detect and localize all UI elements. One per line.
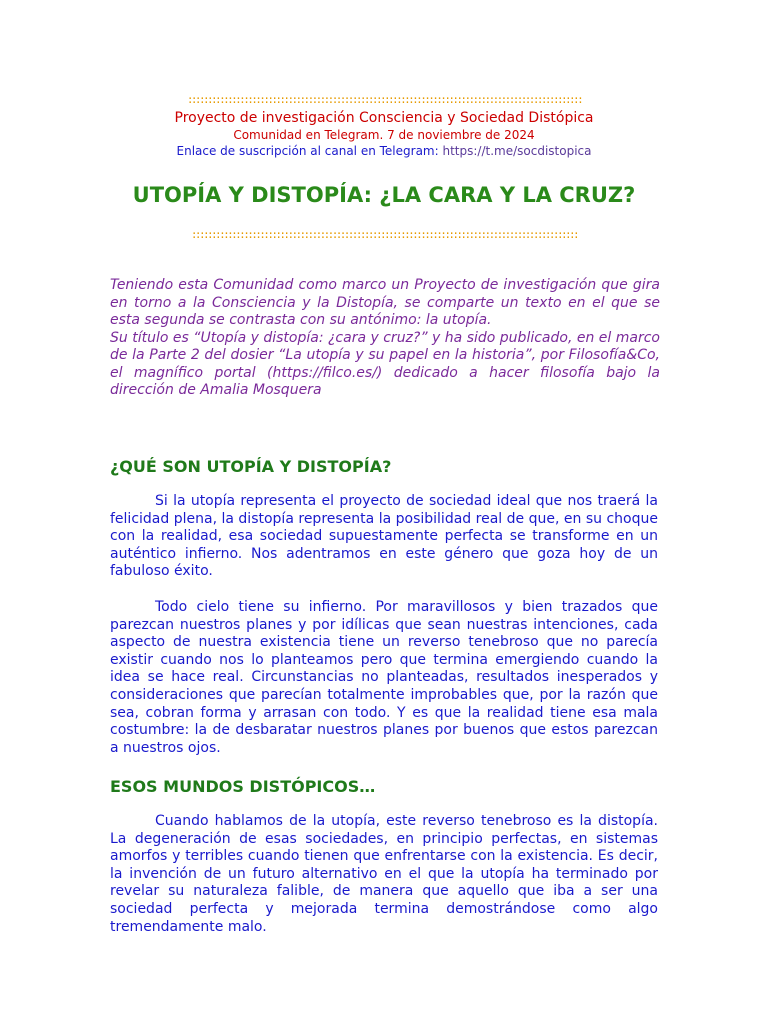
decorative-dots-bottom: :::::::::::::::::::::::::::::::::::::::::::::::::::::::::::::::::::::::::::::::::::::::::::::::: [190, 228, 578, 241]
section-heading-2: ESOS MUNDOS DISTÓPICOS… [110, 777, 376, 796]
decorative-dots-top: :::::::::::::::::::::::::::::::::::::::::::::::::::::::::::::::::::::::::::::::::::::::::::::::::: [186, 93, 582, 106]
subscribe-line [0, 144, 768, 158]
intro-paragraph-1: Teniendo esta Comunidad como marco un Proyecto de investigación que gira en torno a la Consciencia y la Distopía, se comparte un texto en el que se esta segunda se contrasta con su antónimo: la utopía. [110, 277, 660, 328]
intro-block [110, 277, 660, 400]
section-1-paragraph-2: Todo cielo tiene su infierno. Por maravillosos y bien trazados que parezcan nuestros planes y por idílicas que sean nuestras intenciones, cada aspecto de nuestra existencia tiene un reverso tenebroso que no parecía existir cuando nos lo planteamos pero que termina emergiendo cuando la idea se hace real. Circunstancias no planteadas, resultados inesperados y consideraciones que parecían totalmente improbables que, por la razón que sea, cobran forma y arrasan con todo. Y es que la realidad tiene esa mala costumbre: la de desbaratar nuestros planes por buenos que estos parezcan a nuestros ojos. [110, 599, 658, 756]
telegram-link[interactable]: https://t.me/socdistopica [442, 144, 592, 158]
section-heading-1: ¿QUÉ SON UTOPÍA Y DISTOPÍA? [110, 457, 392, 476]
section-2-paragraph-1: Cuando hablamos de la utopía, este reverso tenebroso es la distopía. La degeneración de esas sociedades, en principio perfectas, en sistemas amorfos y terribles cuando tienen que enfrentarse con la existencia. Es decir, la invención de un futuro alternativo en el que la utopía ha terminado por revelar su naturaleza falible, de manera que aquello que iba a ser una sociedad perfecta y mejorada termina demostrándose como algo tremendamente malo. [110, 813, 658, 935]
subscribe-label: Enlace de suscripción al canal en Telegram: [176, 144, 439, 158]
community-line: Comunidad en Telegram. 7 de noviembre de 2024 [233, 128, 535, 142]
intro-paragraph-2: Su título es “Utopía y distopía: ¿cara y cruz?” y ha sido publicado, en el marco de la Parte 2 del dosier “La utopía y su papel en la historia”, por Filosofía&Co, el magnífico portal (https://filco.es/) dedicado a hacer filosofía bajo la dirección de Amalia Mosquera [110, 329, 660, 398]
section-1-paragraph-1: Si la utopía representa el proyecto de sociedad ideal que nos traerá la felicidad plena, la distopía representa la posibilidad real de que, en su choque con la realidad, esa sociedad supuestamente perfecta se transforme en un auténtico infierno. Nos adentramos en este género que goza hoy de un fabuloso éxito. [110, 493, 658, 580]
project-line: Proyecto de investigación Consciencia y Sociedad Distópica [174, 110, 594, 126]
document-title: UTOPÍA Y DISTOPÍA: ¿LA CARA Y LA CRUZ? [132, 183, 636, 207]
